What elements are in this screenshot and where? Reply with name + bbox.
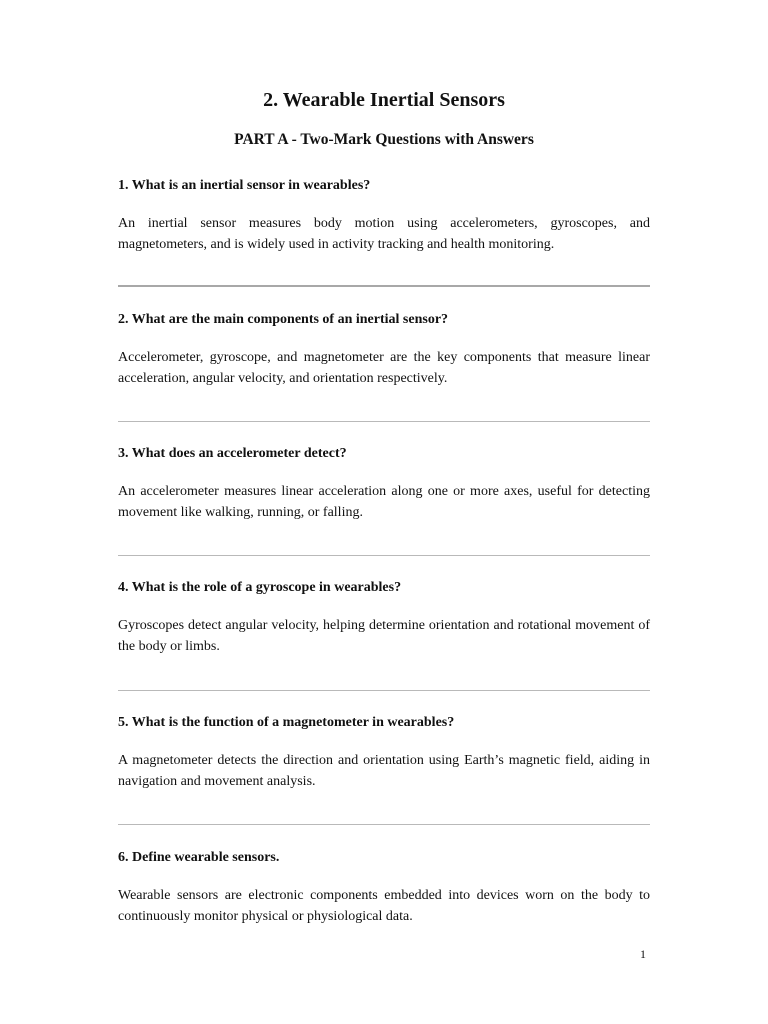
- document-subtitle: PART A - Two-Mark Questions with Answers: [234, 131, 534, 148]
- document-title: 2. Wearable Inertial Sensors: [263, 89, 505, 111]
- question-2: 2. What are the main components of an inertial sensor?: [118, 312, 449, 327]
- qa-item-1: [118, 176, 650, 255]
- question-5: 5. What is the function of a magnetometer in wearables?: [118, 715, 455, 730]
- question-6: 6. Define wearable sensors.: [118, 850, 280, 865]
- section-divider: [118, 555, 650, 556]
- question-3: 3. What does an accelerometer detect?: [118, 446, 347, 461]
- question-4: 4. What is the role of a gyroscope in wearables?: [118, 580, 402, 595]
- section-divider: [118, 690, 650, 691]
- qa-item-6: [118, 848, 650, 927]
- section-divider: [118, 421, 650, 422]
- answer-6: Wearable sensors are electronic components embedded into devices worn on the body to continuously monitor physical or physiological data.: [118, 888, 650, 924]
- answer-4: Gyroscopes detect angular velocity, helping determine orientation and rotational movement of the body or limbs.: [118, 618, 650, 654]
- qa-item-5: [118, 713, 650, 792]
- answer-2: Accelerometer, gyroscope, and magnetometer are the key components that measure linear acceleration, angular velocity, and orientation respectively.: [118, 350, 650, 386]
- answer-1: An inertial sensor measures body motion using accelerometers, gyroscopes, and magnetometers, and is widely used in activity tracking and health monitoring.: [118, 216, 650, 252]
- page-number: 1: [640, 947, 646, 961]
- section-divider: [118, 285, 650, 287]
- qa-item-4: [118, 578, 650, 657]
- answer-5: A magnetometer detects the direction and orientation using Earth’s magnetic field, aiding in navigation and movement analysis.: [118, 753, 650, 789]
- qa-item-2: [118, 310, 650, 389]
- qa-item-3: [118, 444, 650, 523]
- section-divider: [118, 824, 650, 825]
- question-1: 1. What is an inertial sensor in wearables?: [118, 178, 371, 193]
- answer-3: An accelerometer measures linear acceleration along one or more axes, useful for detecting movement like walking, running, or falling.: [118, 484, 650, 520]
